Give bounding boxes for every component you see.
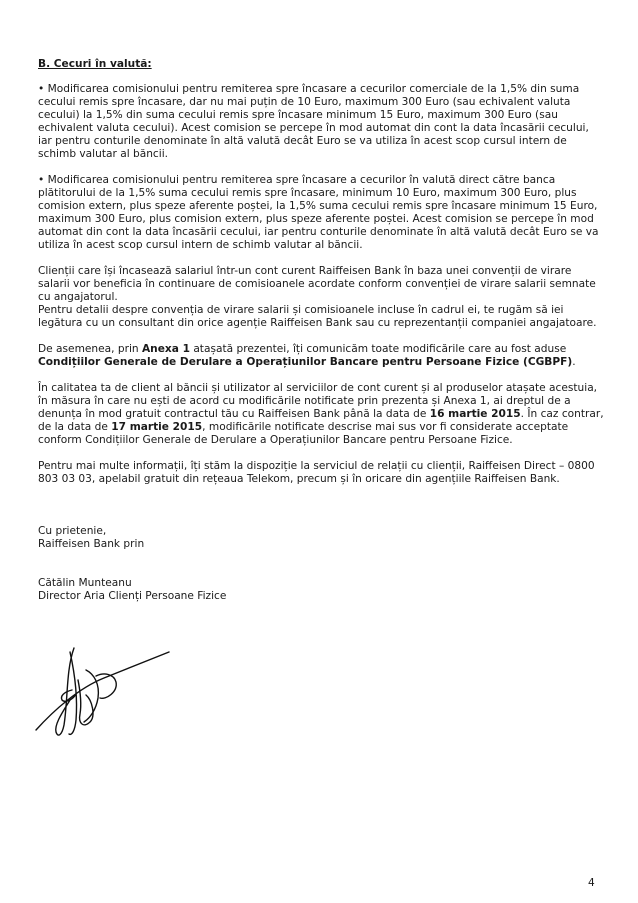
paragraph-termination-right: În calitatea ta de client al băncii și utilizator al serviciilor de cont curent și al produselor atașate acestuia, în măsura în care nu ești de acord cu modificările notificate prin prezenta și Anexa 1, ai dreptul de a denunța în mod gratuit contractul tău cu Raiffeisen Bank până la data de 16 martie 2015. În caz contrar, de la data de 17 martie 2015, modificările notificate descrise mai sus vor fi considerate acceptate conform Condițiilor Generale de Derulare a Operațiunilor Bancare pentru Persoane Fizice. (38, 382, 604, 446)
paragraph-cheque-commission-1: • Modificarea comisionului pentru remiterea spre încasare a cecurilor comerciale de la 1,5% din suma cecului remis spre încasare, dar nu mai puțin de 10 Euro, maximum 300 Euro (sau echivalent valuta cecului) la 1,5% din suma cecului remis spre încasare minimum 15 Euro, maximum 300 Euro (sau echivalent valuta cecului). Acest comision se percepe în mod automat din cont la data încasării cecului, iar pentru conturile denominate în altă valută decât Euro se va utiliza în acest scop cursul intern de schimb valutar al băncii. (38, 83, 589, 160)
closing-greeting: Cu prietenie, (38, 525, 107, 537)
document-body (38, 58, 604, 603)
annex-bold: Anexa 1 (141, 343, 190, 355)
signature-image (34, 640, 174, 740)
page-number: 4 (588, 877, 595, 889)
cgbpf-bold: Condițiilor Generale de Derulare a Operațiunilor Bancare pentru Persoane Fizice (CGBPF) (38, 356, 573, 368)
deadline-date: 16 martie 2015 (429, 408, 521, 420)
paragraph-salary-details: Pentru detalii despre convenția de virare salarii și comisioanele incluse în cadrul ei, te rugăm să iei legătura cu un consultant din orice agenție Raiffeisen Bank sau cu reprezentanții companiei angajatoare. (38, 304, 597, 329)
paragraph-cheque-commission-2: • Modificarea comisionului pentru remiterea spre încasare a cecurilor în valută direct către banca plătitorului de la 1,5% suma cecului remis spre încasare, minimum 10 Euro, maximum 300 Euro, plus comision extern, plus speze aferente poștei, la 1,5% suma cecului remis spre încasare minimum 15 Euro, maximum 300 Euro, plus comision extern, plus speze aferente poștei. Acest comision se percepe în mod automat din cont la data încasării cecului, iar pentru conturile denominate în altă valută decât Euro se va utiliza în acest scop cursul intern de schimb valutar al băncii. (38, 174, 599, 251)
paragraph-contact: Pentru mai multe informații, îți stăm la dispoziție la serviciul de relații cu clienții, Raiffeisen Direct – 0800 803 03 03, apelabil gratuit din rețeaua Telekom, precum și în oricare din agențiile Raiffeisen Bank. (38, 460, 595, 485)
signer-title: Director Aria Clienți Persoane Fizice (38, 590, 227, 602)
effective-date: 17 martie 2015 (111, 421, 203, 433)
closing-bank: Raiffeisen Bank prin (38, 538, 145, 550)
signer-name: Cătălin Munteanu (38, 577, 132, 589)
section-heading: B. Cecuri în valută: (38, 58, 152, 70)
paragraph-salary-clients: Clienții care își încasează salariul într-un cont curent Raiffeisen Bank în baza unei convenții de virare salarii vor beneficia în continuare de comisioanele acordate conform convenției de virare salarii semnate cu angajatorul. (38, 265, 596, 303)
paragraph-annex: De asemenea, prin Anexa 1 atașată prezentei, îți comunicăm toate modificările care au fost aduse Condițiilor Generale de Derulare a Operațiunilor Bancare pentru Persoane Fizice (CGBPF). (38, 343, 576, 368)
